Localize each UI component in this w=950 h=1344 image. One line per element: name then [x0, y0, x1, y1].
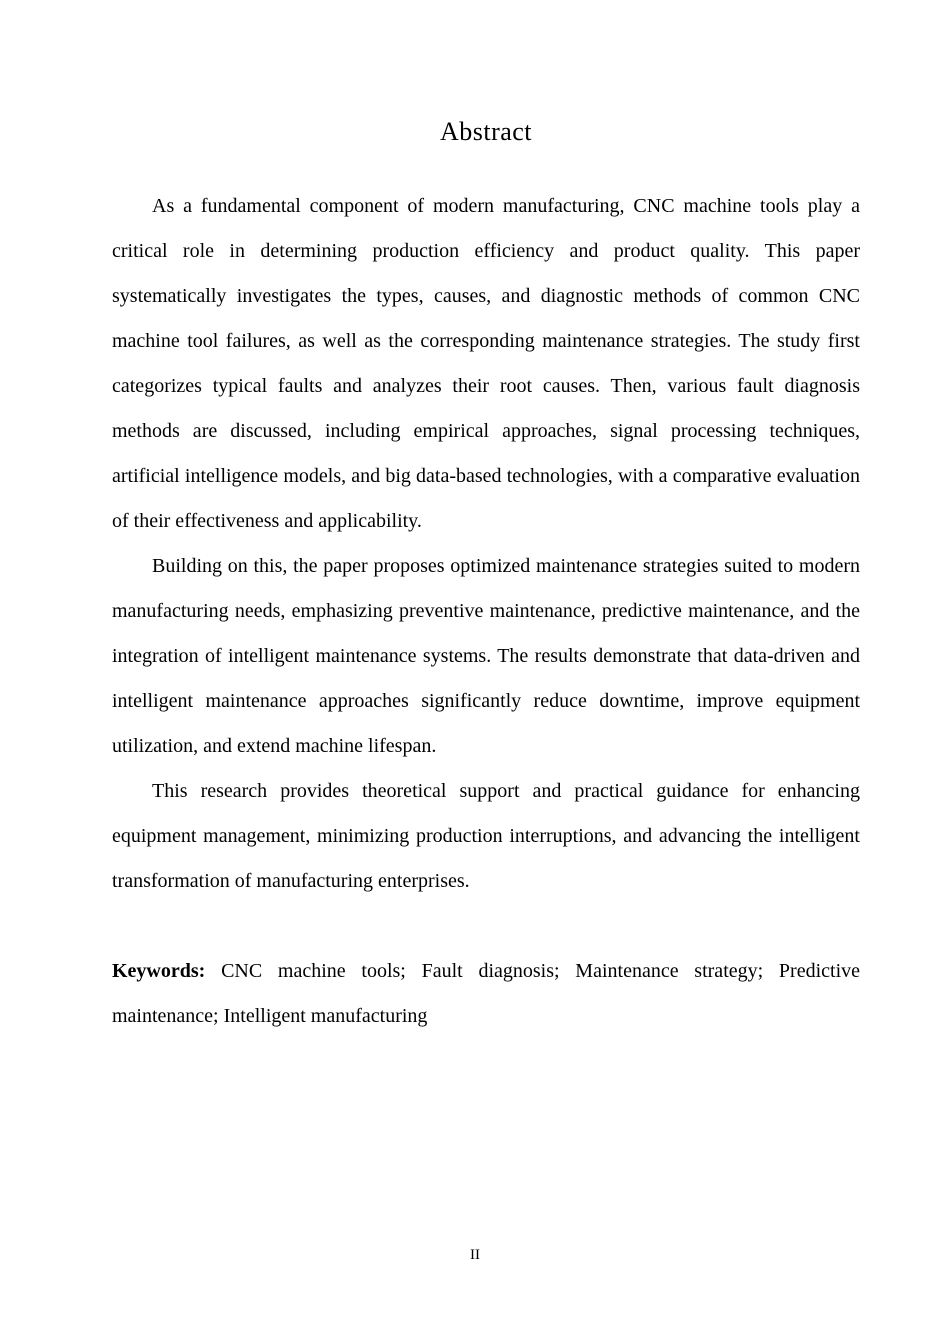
keywords-text: CNC machine tools; Fault diagnosis; Maintenance strategy; Predictive maintenance; Intelligent manufacturing — [112, 960, 860, 1027]
abstract-paragraph-2: Building on this, the paper proposes optimized maintenance strategies suited to modern manufacturing needs, emphasizing preventive maintenance, predictive maintenance, and the integration of intelligent maintenance systems. The results demonstrate that data-driven and intelligent maintenance approaches significantly reduce downtime, improve equipment utilization, and extend machine lifespan. — [112, 555, 860, 757]
abstract-section — [112, 0, 860, 1039]
keywords-line — [112, 949, 860, 1039]
abstract-paragraph-3: This research provides theoretical support and practical guidance for enhancing equipment management, minimizing production interruptions, and advancing the intelligent transformation of manufacturing enterprises. — [112, 780, 860, 892]
keywords-label: Keywords: — [112, 960, 206, 982]
page-title: Abstract — [439, 117, 533, 146]
abstract-paragraph-1: As a fundamental component of modern manufacturing, CNC machine tools play a critical role in determining production efficiency and product quality. This paper systematically investigates the types, causes, and diagnostic methods of common CNC machine tool failures, as well as the corresponding maintenance strategies. The study first categorizes typical faults and analyzes their root causes. Then, various fault diagnosis methods are discussed, including empirical approaches, signal processing techniques, artificial intelligence models, and big data-based technologies, with a comparative evaluation of their effectiveness and applicability. — [112, 195, 860, 532]
page-number: II — [470, 1247, 480, 1263]
